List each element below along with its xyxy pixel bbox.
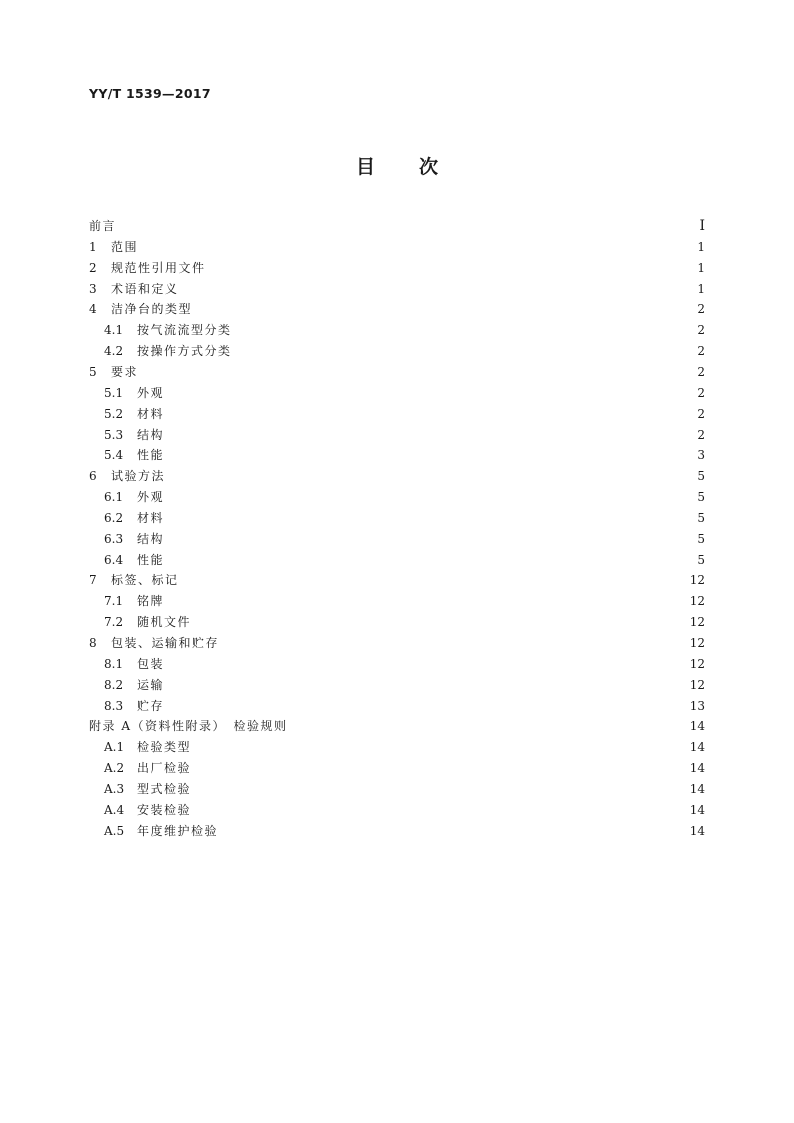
toc-entry-number: A.4 [104,802,125,817]
toc-dot-leader [170,404,691,424]
toc-entry-title: 型式检验 [137,781,192,796]
toc-entry[interactable] [89,633,705,653]
toc-entry-number: 7.2 [104,615,124,630]
toc-entry[interactable] [89,404,705,424]
toc-entry-title: 规范性引用文件 [111,260,206,275]
toc-entry[interactable] [89,299,705,319]
toc-entry[interactable] [89,445,705,465]
toc-entry[interactable] [89,570,705,590]
toc-entry[interactable] [89,237,705,257]
toc-entry-number: 8.3 [104,698,124,713]
toc-entry[interactable] [89,487,705,507]
toc-entry-page: 14 [689,719,705,734]
toc-entry-page: 5 [697,490,705,505]
toc-entry-title: 贮存 [137,698,165,713]
toc-entry-number: 8.2 [104,677,124,692]
toc-entry-number: 2 [89,260,97,275]
toc-entry-number: 1 [89,239,97,254]
toc-dot-leader [170,383,691,403]
toc-entry-title: 材料 [137,406,165,421]
toc-entry-page: 14 [689,802,705,817]
toc-entry-title: 要求 [111,364,139,379]
toc-entry[interactable] [89,758,705,778]
toc-entry[interactable] [89,654,705,674]
toc-entry[interactable] [89,362,705,382]
toc-entry-title: 范围 [111,239,139,254]
toc-entry-number: 4.1 [104,323,124,338]
toc-entry-number: 6.1 [104,490,124,505]
toc-entry-number: 6 [89,469,97,484]
toc-entry-number: 8.1 [104,656,124,671]
toc-entry-number: A.1 [104,740,125,755]
toc-entry[interactable] [89,216,705,236]
toc-entry-number: 4 [89,302,97,317]
toc-entry-page: 1 [697,239,705,254]
toc-entry-number: A.2 [104,761,125,776]
toc-dot-leader [170,425,691,445]
toc-entry-title: 年度维护检验 [137,823,219,838]
toc-entry[interactable] [89,675,705,695]
toc-entry-page: 5 [697,510,705,525]
toc-dot-leader [224,821,686,841]
toc-dot-leader [170,487,691,507]
toc-entry-page: 2 [697,427,705,442]
toc-entry-title: 结构 [137,427,165,442]
toc-dot-leader [197,737,686,757]
toc-entry-page: 1 [697,281,705,296]
toc-entry-page: 12 [689,594,705,609]
toc-entry-page: 3 [697,448,705,463]
toc-dot-leader [197,779,686,799]
toc-entry-page: 12 [689,677,705,692]
toc-entry-number: 6.4 [104,552,124,567]
toc-entry[interactable] [89,508,705,528]
toc-entry-title: 检验类型 [137,740,192,755]
toc-dot-leader [185,570,686,590]
toc-entry-title: 外观 [137,385,165,400]
toc-entry-page: 2 [697,385,705,400]
toc-entry[interactable] [89,737,705,757]
toc-entry[interactable] [89,779,705,799]
toc-entry-page: 2 [697,406,705,421]
toc-dot-leader [238,320,691,340]
toc-entry[interactable] [89,716,705,736]
toc-entry-title: 前言 [89,219,117,233]
toc-entry-title: 运输 [137,677,165,692]
toc-dot-leader [225,633,686,653]
toc-entry[interactable] [89,258,705,278]
toc-dot-leader [197,612,686,632]
toc-entry-title: 术语和定义 [111,281,179,296]
toc-dot-leader [170,445,691,465]
toc-entry-page: 14 [689,781,705,796]
toc-entry-page: 14 [689,740,705,755]
standard-number: YY/T 1539—2017 [89,86,211,101]
toc-entry[interactable] [89,800,705,820]
toc-entry-number: 6.3 [104,531,124,546]
toc-dot-leader [171,466,691,486]
toc-dot-leader [144,362,691,382]
toc-entry[interactable] [89,320,705,340]
toc-dot-leader [197,800,686,820]
toc-entry[interactable] [89,612,705,632]
toc-entry[interactable] [89,341,705,361]
toc-dot-leader [170,508,691,528]
toc-entry[interactable] [89,279,705,299]
toc-dot-leader [185,279,691,299]
toc-entry[interactable] [89,466,705,486]
toc-entry-page: 2 [697,323,705,338]
toc-entry-title: 外观 [137,490,165,505]
toc-entry-page: 12 [689,656,705,671]
toc-entry-number: 3 [89,281,97,296]
toc-entry-page: 14 [689,823,705,838]
toc-entry-number: 5 [89,364,97,379]
toc-entry-page: 5 [697,552,705,567]
toc-entry-title: 按气流流型分类 [137,323,232,338]
toc-entry-number: 8 [89,636,97,650]
toc-entry-number: 7.1 [104,594,124,609]
toc-entry-number: A.3 [104,781,125,796]
toc-entry-page: 13 [689,698,705,713]
toc-dot-leader [197,758,686,778]
toc-entry-page: 2 [697,364,705,379]
toc-entry-page: I [699,218,705,234]
toc-dot-leader [144,237,691,257]
toc-entry-title: 附录 A（资料性附录） 检验规则 [89,719,288,734]
toc-entry-title: 出厂检验 [137,761,192,776]
toc-dot-leader [170,696,686,716]
toc-dot-leader [170,529,691,549]
toc-dot-leader [170,591,686,611]
toc-title [0,152,794,179]
toc-entry-title: 标签、标记 [111,573,179,588]
toc-title-part1: 目 [355,156,375,178]
toc-entry-title: 包装、运输和贮存 [111,636,220,650]
toc-entry-title: 性能 [137,552,165,567]
toc-entry-page: 2 [697,302,705,317]
toc-entry-title: 包装 [137,656,165,671]
toc-entry-number: 7 [89,573,97,588]
toc-entry-title: 按操作方式分类 [137,344,232,359]
toc-entry-page: 2 [697,344,705,359]
toc-entry-title: 结构 [137,531,165,546]
toc-dot-leader [170,654,686,674]
toc-entry-page: 5 [697,531,705,546]
toc-entry-page: 12 [689,573,705,588]
toc-entry-page: 12 [689,615,705,630]
toc-entry-number: 5.2 [104,406,124,421]
toc-entry-number: A.5 [104,823,125,838]
toc-entry[interactable] [89,425,705,445]
toc-entry-number: 6.2 [104,510,124,525]
toc-entry-number: 5.4 [104,448,124,463]
toc-entry-title: 铭牌 [137,594,165,609]
toc-entry-number: 4.2 [104,344,124,359]
toc-entry[interactable] [89,591,705,611]
toc-entry-number: 5.3 [104,427,124,442]
toc-entry[interactable] [89,696,705,716]
toc-entry-number: 5.1 [104,385,124,400]
toc-entry-page: 1 [697,260,705,275]
toc-entry-title: 材料 [137,510,165,525]
toc-entry-page: 5 [697,469,705,484]
toc-dot-leader [212,258,691,278]
toc-entry-title: 安装检验 [137,802,192,817]
toc-title-part2: 次 [419,156,439,178]
toc-dot-leader [293,716,685,736]
toc-entry[interactable] [89,821,705,841]
toc-entry-page: 14 [689,761,705,776]
toc-entry-title: 性能 [137,448,165,463]
toc-dot-leader [198,299,691,319]
toc-entry-title: 随机文件 [137,615,192,630]
toc-entry-title: 洁净台的类型 [111,302,193,317]
toc-entry[interactable] [89,529,705,549]
toc-dot-leader [170,550,691,570]
toc-dot-leader [170,675,686,695]
toc-entry[interactable] [89,383,705,403]
toc-dot-leader [238,341,691,361]
toc-entry-page: 12 [689,636,705,650]
toc-entry-title: 试验方法 [111,469,166,484]
toc-entry[interactable] [89,550,705,570]
toc-dot-leader [122,216,691,236]
